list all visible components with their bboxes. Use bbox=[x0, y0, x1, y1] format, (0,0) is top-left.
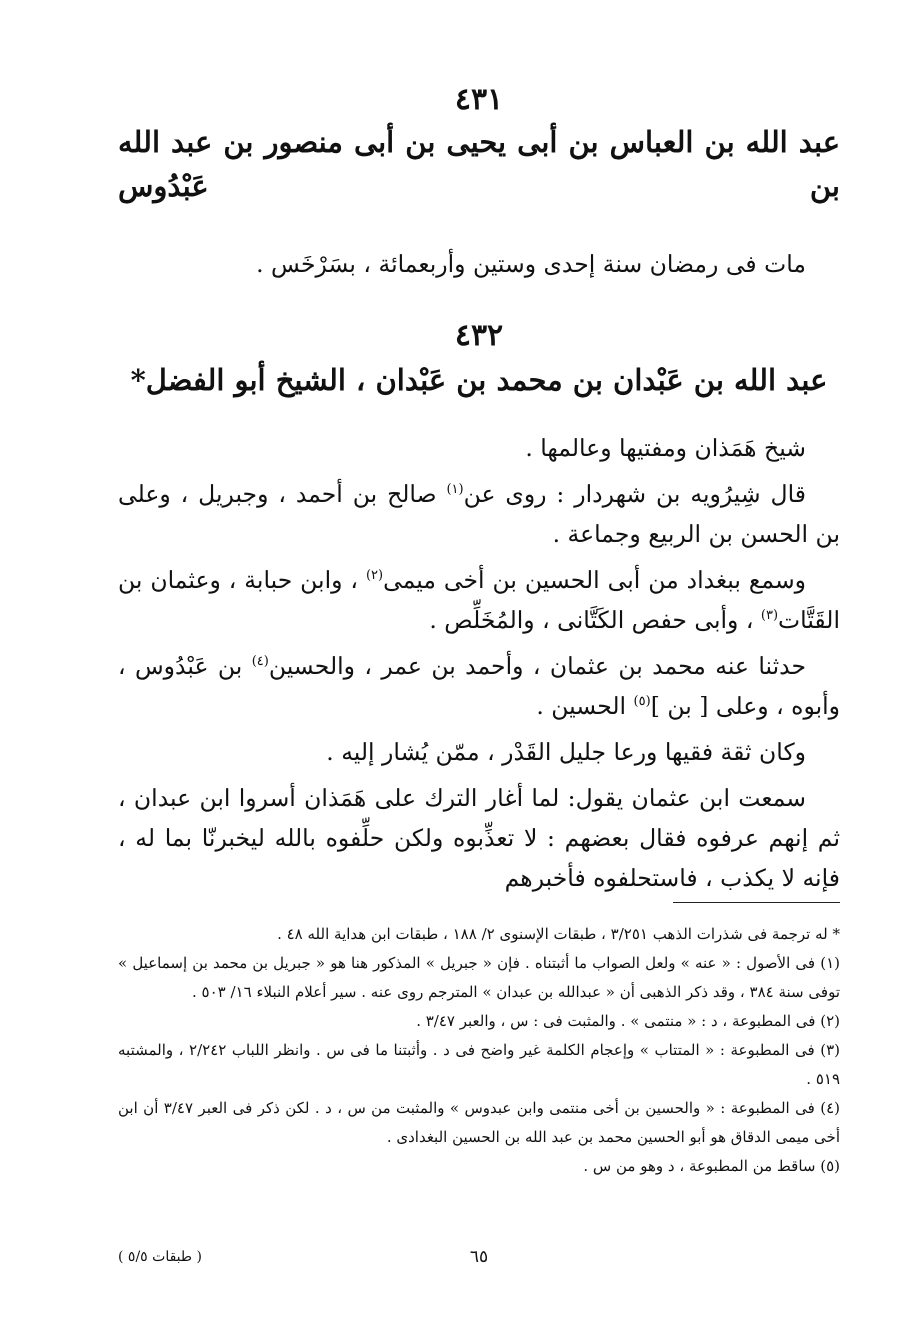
entry-title-432: عبد الله بن عَبْدان بن محمد بن عَبْدان ، الشيخ أبو الفضل* bbox=[130, 363, 828, 397]
footnote-ref-3: (٣) bbox=[760, 608, 779, 624]
paragraph-4 bbox=[118, 646, 840, 726]
paragraph-3-text-b: ، وابن حبابة ، وعثمان بن القَتَّات bbox=[118, 566, 840, 634]
paragraph-5: وكان ثقة فقيها ورعا جليل القَدْر ، ممّن يُشار إليه . bbox=[326, 738, 806, 766]
footnote-divider bbox=[673, 902, 840, 903]
paragraph-4-text-a: حدثنا عنه محمد بن عثمان ، وأحمد بن عمر ، والحسين bbox=[268, 652, 806, 680]
entry-number-432: ٤٣٢ bbox=[454, 318, 504, 353]
footnotes-section bbox=[118, 920, 840, 1181]
paragraph-3-text-a: وسمع ببغداد من أبى الحسين بن أخى ميمى bbox=[383, 566, 806, 594]
footnote-ref-5: (٥) bbox=[633, 694, 651, 710]
entry-text-431: مات فى رمضان سنة إحدى وستين وأربعمائة ، بسَرْخَس . bbox=[256, 250, 806, 278]
paragraph-3-text-c: ، وأبى حفص الكَتَّانى ، والمُخَلِّص . bbox=[429, 606, 754, 634]
page-number: ٦٥ bbox=[469, 1247, 489, 1267]
paragraph-6: سمعت ابن عثمان يقول: لما أغار الترك على هَمَذان أسروا ابن عبدان ، ثم إنهم عرفوه فقال بعضهم : لا تعذِّبوه ولكن حلِّفوه بالله ليخبرنّا بما له ، فإنه لا يكذب ، فاستحلفوه فأخبرهم bbox=[118, 784, 840, 892]
footnote-star: * له ترجمة فى شذرات الذهب ٣/٢٥١ ، طبقات الإسنوى ٢/ ١٨٨ ، طبقات ابن هداية الله ٤٨ . bbox=[277, 925, 840, 943]
entry-title-431: عبد الله بن العباس بن أبى يحيى بن أبى منصور بن عبد الله بن عَبْدُوس bbox=[118, 125, 840, 203]
paragraph-2-text-b: صالح بن أحمد ، وجبريل ، وعلى بن الحسن بن الربيع وجماعة . bbox=[118, 480, 840, 548]
book-page bbox=[118, 80, 840, 1280]
signature-mark: ( طبقات ٥/٥ ) bbox=[118, 1249, 202, 1265]
footnote-ref-4: (٤) bbox=[251, 654, 269, 670]
footnote-5: (٥) ساقط من المطبوعة ، د وهو من س . bbox=[583, 1157, 840, 1175]
paragraph-4-text-b: بن عَبْدُوس ، وأبوه ، وعلى [ بن ] bbox=[118, 652, 840, 720]
page-footer bbox=[118, 1242, 840, 1272]
footnote-3: (٣) فى المطبوعة : « المتتاب » وإعجام الكلمة غير واضح فى د . وأثبتنا ما فى س . وانظر اللباب ٢/٢٤٢ ، والمشتبه ٥١٩ . bbox=[118, 1041, 840, 1088]
paragraph-3 bbox=[118, 560, 840, 640]
footnote-2: (٢) فى المطبوعة ، د : « منتمى » . والمثبت فى : س ، والعبر ٣/٤٧ . bbox=[416, 1012, 840, 1030]
paragraph-2 bbox=[118, 474, 840, 554]
paragraph-1: شيخ هَمَذان ومفتيها وعالمها . bbox=[525, 434, 806, 462]
entry-number-431: ٤٣١ bbox=[454, 82, 504, 117]
paragraph-2-text-a: قال شِيرُويه بن شهردار : روى عن bbox=[463, 480, 806, 508]
paragraph-4-text-c: الحسين . bbox=[536, 692, 627, 720]
footnote-ref-1: (١) bbox=[446, 482, 464, 498]
footnote-4: (٤) فى المطبوعة : « والحسين بن أخى منتمى وابن عبدوس » والمثبت من س ، د . لكن ذكر فى العبر ٣/٤٧ أن ابن أخى ميمى الدقاق هو أبو الحسين محمد بن عبد الله بن الحسين البغدادى . bbox=[118, 1099, 840, 1146]
footnote-1: (١) فى الأصول : « عنه » ولعل الصواب ما أثبتناه . فإن « جبريل » المذكور هنا هو « جبريل بن محمد بن إسماعيل » توفى سنة ٣٨٤ ، وقد ذكر الذهبى أن « عبدالله بن عبدان » المترجم روى عنه . سير أعلام النبلاء ١٦/ ٥٠٣ . bbox=[118, 954, 840, 1001]
footnote-ref-2: (٢) bbox=[365, 568, 384, 584]
